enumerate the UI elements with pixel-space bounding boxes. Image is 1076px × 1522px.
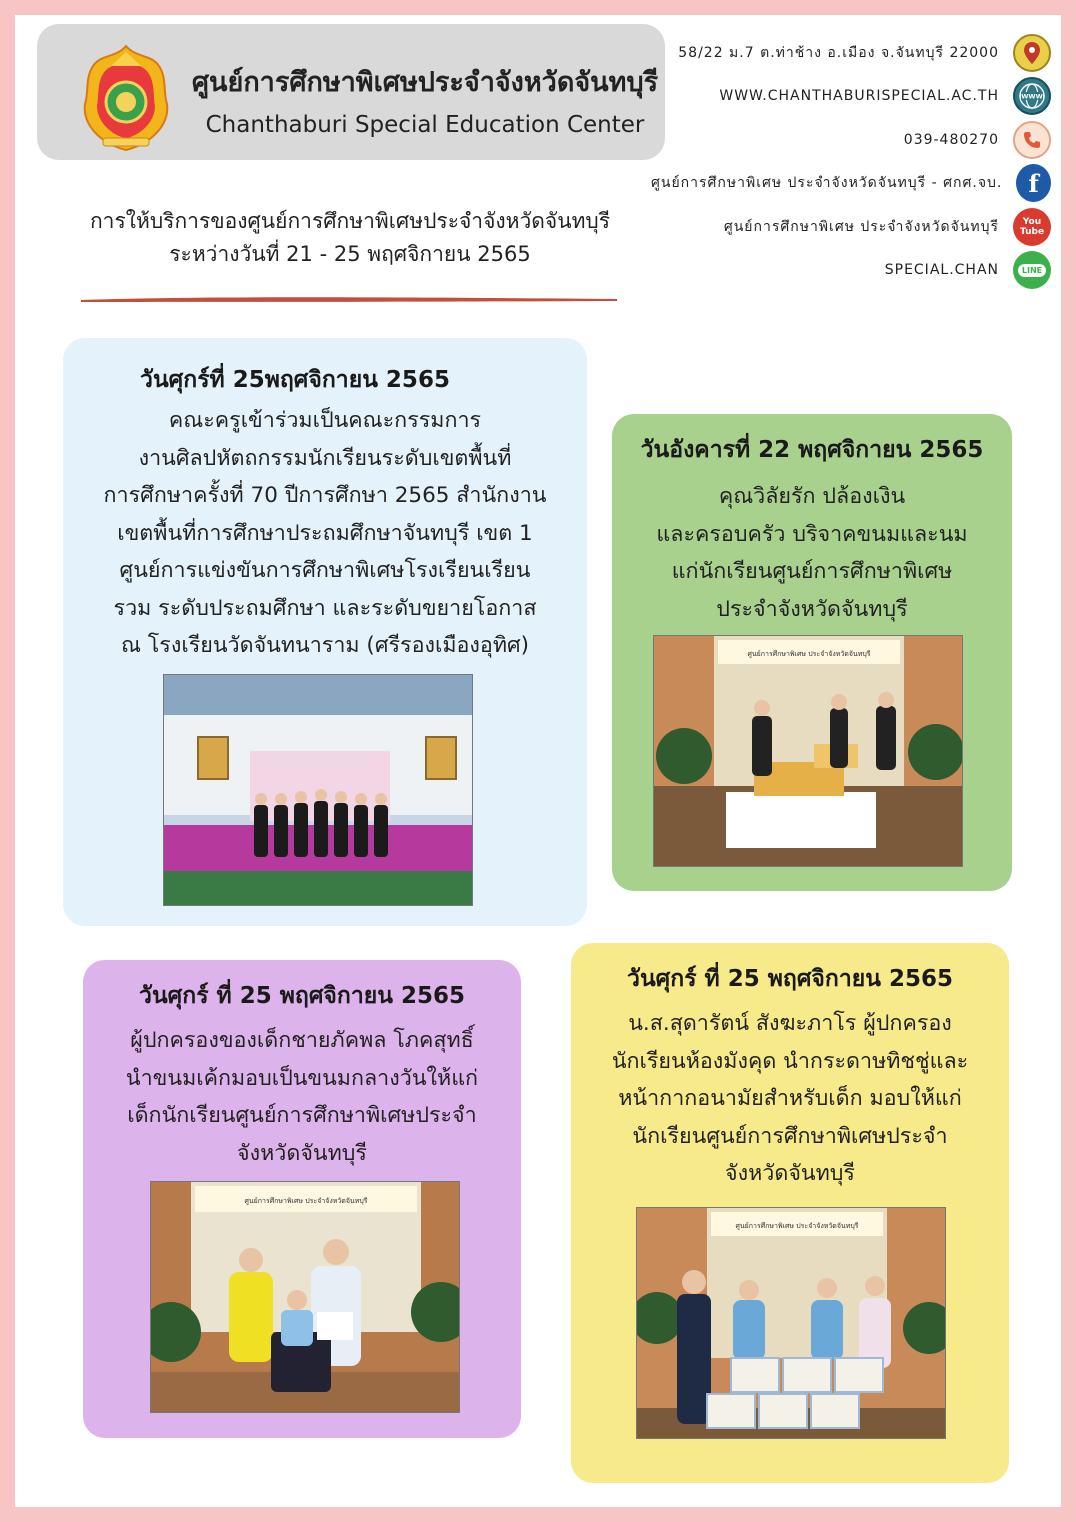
flyer-page bbox=[15, 15, 1061, 1507]
activity-photo-green bbox=[653, 635, 963, 867]
card-line: เขตพื้นที่การศึกษาประถมศึกษาจันทบุรี เขต 1 bbox=[117, 520, 533, 546]
activity-photo-purple bbox=[150, 1181, 460, 1413]
card-line: ณ โรงเรียนวัดจันทนาราม (ศรีรองเมืองอุทิศ) bbox=[120, 633, 530, 658]
card-line: งานศิลปหัตถกรรมนักเรียนระดับเขตพื้นที่ bbox=[138, 445, 512, 471]
card-line: การศึกษาครั้งที่ 70 ปีการศึกษา 2565 สำนักงาน bbox=[103, 483, 547, 508]
card-description bbox=[571, 1005, 1009, 1193]
contact-website-text[interactable]: WWW.CHANTHABURISPECIAL.AC.TH bbox=[719, 88, 999, 105]
org-name-english: Chanthaburi Special Education Center bbox=[205, 112, 645, 138]
card-line: นักเรียนห้องมังคุด นำกระดาษทิชชู่และ bbox=[611, 1048, 969, 1074]
card-date: วันอังคารที่ 22 พฤศจิกายน 2565 bbox=[640, 437, 984, 463]
location-pin-icon bbox=[1013, 34, 1051, 72]
card-line: เด็กนักเรียนศูนย์การศึกษาพิเศษประจำ bbox=[127, 1103, 477, 1128]
card-description bbox=[63, 402, 587, 665]
youtube-icon[interactable]: You Tube bbox=[1013, 208, 1051, 246]
card-line: แก่นักเรียนศูนย์การศึกษาพิเศษ bbox=[671, 559, 953, 584]
photo-sign-text: ศูนย์การศึกษาพิเศษ ประจำจังหวัดจันทบุรี bbox=[747, 650, 871, 658]
line-icon[interactable] bbox=[1013, 251, 1051, 289]
facebook-icon[interactable]: f bbox=[1016, 164, 1051, 202]
card-description bbox=[83, 1022, 521, 1172]
card-line: จังหวัดจันทบุรี bbox=[237, 1140, 367, 1166]
card-line: นักเรียนศูนย์การศึกษาพิเศษประจำ bbox=[632, 1123, 948, 1149]
card-line: คุณวิลัยรัก ปล้องเงิน bbox=[718, 484, 906, 509]
photo-sign-text: ศูนย์การศึกษาพิเศษ ประจำจังหวัดจันทบุรี bbox=[735, 1222, 859, 1230]
activity-photo-blue bbox=[163, 674, 473, 906]
card-description bbox=[612, 478, 1012, 628]
card-line: นำขนมเค้กมอบเป็นขนมกลางวันให้แก่ bbox=[125, 1065, 479, 1091]
card-line: หน้ากากอนามัยสำหรับเด็ก มอบให้แก่ bbox=[618, 1086, 962, 1111]
contact-youtube-text[interactable]: ศูนย์การศึกษาพิเศษ ประจำจังหวัดจันทบุรี bbox=[723, 218, 999, 235]
globe-www-icon[interactable] bbox=[1013, 77, 1051, 115]
contact-phone bbox=[651, 118, 1051, 162]
line-icon-label: LINE bbox=[1018, 264, 1046, 277]
card-line: ผู้ปกครองของเด็กชายภัคพล โภคสุทธิ์ bbox=[130, 1028, 474, 1053]
card-line: คณะครูเข้าร่วมเป็นคณะกรรมการ bbox=[168, 408, 482, 433]
school-emblem-icon bbox=[81, 44, 171, 152]
card-line: และครอบครัว บริจาคขนมและนม bbox=[656, 521, 968, 547]
service-title-line2: ระหว่างวันที่ 21 - 25 พฤศจิกายน 2565 bbox=[169, 242, 531, 266]
org-name-thai: ศูนย์การศึกษาพิเศษประจำจังหวัดจันทบุรี bbox=[191, 67, 659, 98]
contact-phone-text[interactable]: 039-480270 bbox=[903, 131, 999, 148]
contact-website bbox=[651, 75, 1051, 119]
phone-icon[interactable] bbox=[1013, 121, 1051, 159]
contact-list bbox=[651, 31, 1051, 292]
www-icon-label: WWW bbox=[1021, 92, 1043, 101]
contact-youtube bbox=[651, 205, 1051, 249]
contact-address-text: 58/22 ม.7 ต.ท่าช้าง อ.เมือง จ.จันทบุรี 22000 bbox=[678, 44, 999, 61]
card-date: วันศุกร์ ที่ 25 พฤศจิกายน 2565 bbox=[627, 966, 953, 992]
contact-facebook bbox=[651, 162, 1051, 206]
contact-line-text[interactable]: SPECIAL.CHAN bbox=[884, 262, 999, 279]
header-banner bbox=[37, 24, 665, 160]
card-line: ประจำจังหวัดจันทบุรี bbox=[716, 596, 908, 622]
brush-divider bbox=[79, 293, 619, 305]
service-title bbox=[45, 205, 655, 271]
card-date: วันศุกร์ ที่ 25 พฤศจิกายน 2565 bbox=[139, 983, 465, 1009]
service-title-line1: การให้บริการของศูนย์การศึกษาพิเศษประจำจังหวัดจันทบุรี bbox=[89, 209, 611, 233]
photo-sign-text: ศูนย์การศึกษาพิเศษ ประจำจังหวัดจันทบุรี bbox=[244, 1197, 368, 1205]
card-line: น.ส.สุดารัตน์ สังฆะภาโร ผู้ปกครอง bbox=[628, 1011, 952, 1036]
card-line: ศูนย์การแข่งขันการศึกษาพิเศษโรงเรียนเรียน bbox=[119, 558, 531, 583]
card-line: จังหวัดจันทบุรี bbox=[725, 1161, 855, 1186]
card-date: วันศุกร์ที่ 25พฤศจิกายน 2565 bbox=[140, 367, 450, 393]
contact-line bbox=[651, 249, 1051, 293]
activity-photo-yellow bbox=[636, 1207, 946, 1439]
card-line: รวม ระดับประถมศึกษา และระดับขยายโอกาส bbox=[113, 595, 537, 621]
contact-facebook-text[interactable]: ศูนย์การศึกษาพิเศษ ประจำจังหวัดจันทบุรี - ศกศ.จบ. bbox=[651, 175, 1003, 192]
contact-address bbox=[651, 31, 1051, 75]
